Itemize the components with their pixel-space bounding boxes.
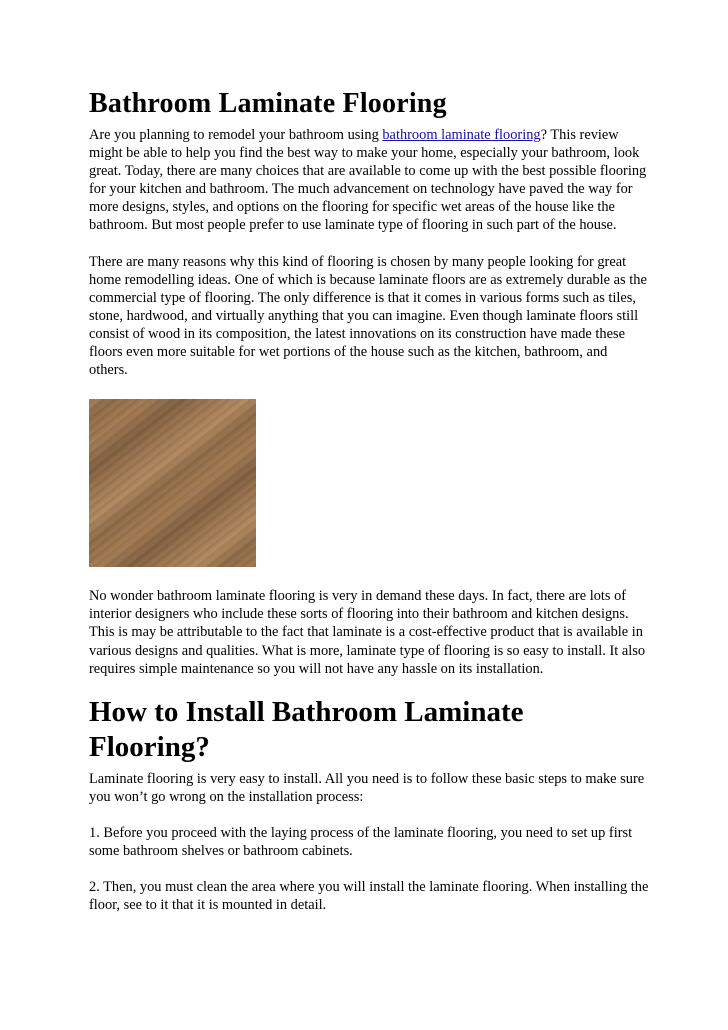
paragraph-gap [89,806,649,824]
paragraph-gap [89,235,649,253]
install-step-2: 2. Then, you must clean the area where you will install the laminate flooring. When installing the floor, see to it that it is mounted in detail. [89,879,649,914]
install-heading: How to Install Bathroom Laminate Flooring? [89,695,524,763]
install-step-1: 1. Before you proceed with the laying process of the laminate flooring, you need to set up first some bathroom shelves or bathroom cabinets. [89,824,633,859]
paragraph-reasons: There are many reasons why this kind of flooring is chosen by many people looking for great home remodelling ideas. One of which is because laminate floors are as extremely durable as the commercial type of flooring. The only difference is that it comes in various forms such as tiles, stone, hardwood, and virtually anything that you can imagine. Even though laminate floors still consist of wood in its composition, the latest innovations on its construction have made these floors even more suitable for wet portions of the house such as the kitchen, bathroom, and others. [89,253,647,379]
paragraph-gap [89,860,649,878]
article-title: Bathroom Laminate Flooring [89,88,447,119]
bathroom-laminate-flooring-link[interactable]: bathroom laminate flooring [382,127,541,143]
laminate-wood-image [89,399,256,567]
paragraph-intro-start: Are you planning to remodel your bathroom using [89,127,383,143]
paragraph-intro [89,126,649,235]
paragraph-intro-rest: ? This review might be able to help you find the best way to make your home, especially your bathroom, look great. Today, there are many choices that are available to come up with the best possible flooring for your kitchen and bathroom. The much advancement on technology have paved the way for more designs, styles, and options on the flooring for specific wet areas of the house like the bathroom. But most people prefer to use laminate type of flooring in such part of the house. [89,127,647,234]
article-body [89,88,649,914]
paragraph-demand: No wonder bathroom laminate flooring is very in demand these days. In fact, there are lots of interior designers who include these sorts of flooring into their bathroom and kitchen designs. This is may be attributable to the fact that laminate is a cost-effective product that is available in various designs and qualities. What is more, laminate type of flooring is so easy to install. It also requires simple maintenance so you will not have any hassle on its installation. [89,588,646,677]
paragraph-install-intro: Laminate flooring is very easy to install. All you need is to follow these basic steps to make sure you won’t go wrong on the installation process: [89,770,645,805]
